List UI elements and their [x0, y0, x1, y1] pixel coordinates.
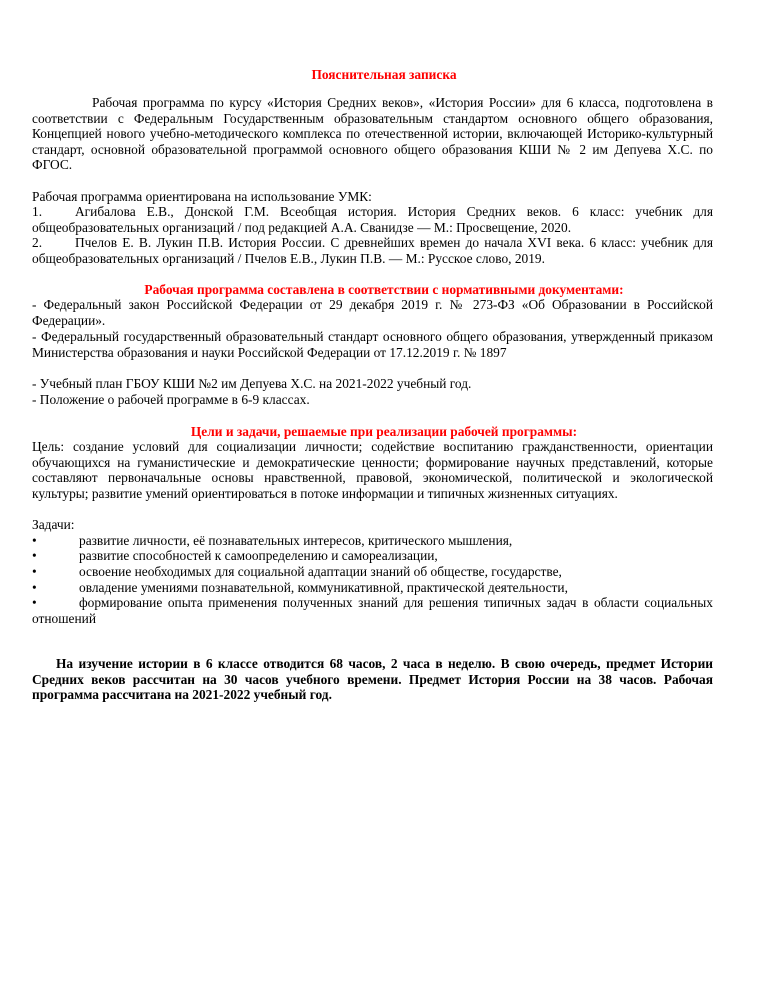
umk-item-1: [32, 204, 713, 235]
task-item: [32, 564, 713, 580]
doc-item: - Учебный план ГБОУ КШИ №2 им Депуева Х.С. на 2021-2022 учебный год.: [32, 376, 472, 391]
umk-item-number: 1.: [32, 204, 43, 219]
doc-item: - Положение о рабочей программе в 6-9 классах.: [32, 392, 310, 407]
bullet-icon: •: [32, 595, 37, 610]
bullet-icon: •: [32, 533, 37, 548]
umk-item-text: Агибалова Е.В., Донской Г.М. Всеобщая история. История Средних веков. 6 класс: учебник для общеобразовательных организаций / под редакцией А.А. Сванидзе — М.: Просвещение, 2020.: [32, 204, 713, 235]
docs-heading: Рабочая программа составлена в соответствии с нормативными документами:: [144, 282, 624, 297]
intro-paragraph: Рабочая программа по курсу «История Средних веков», «История России» для 6 класса, подготовлена в соответствии с Федеральным Государственным образовательным стандартом основного общего образования, Концепцией нового учебно-методического комплекса по отечественной истории, включающей Историко-культурный стандарт, основной образовательной программой основного общего образования КШИ № 2 им Депуева Х.С. по ФГОС.: [32, 95, 713, 173]
task-item: [32, 548, 713, 564]
umk-item-number: 2.: [32, 235, 43, 250]
task-text: формирование опыта применения полученных знаний для решения типичных задач в области социальных отношений: [32, 595, 713, 626]
tasks-label: Задачи:: [32, 517, 75, 532]
task-item: [32, 580, 713, 596]
bullet-icon: •: [32, 580, 37, 595]
umk-item-text: Пчелов Е. В. Лукин П.В. История России. С древнейших времен до начала XVI века. 6 класс: учебник для общеобразовательных организаций / Пчелов Е.В., Лукин П.В. — М.: Русское слово, 2019.: [32, 235, 713, 266]
goals-heading: Цели и задачи, решаемые при реализации рабочей программы:: [190, 424, 578, 439]
goal-paragraph: Цель: создание условий для социализации личности; содействие воспитанию гражданственности, ориентации обучающихся на гуманистические и демократические ценности; формирование научных представлений, которые составляют первоначальные основы нравственной, правовой, экономической, политической и экологической культуры; развитие умений ориентироваться в потоке информации и типичных жизненных ситуациях.: [32, 439, 713, 501]
bullet-icon: •: [32, 548, 37, 563]
task-text: развитие личности, её познавательных интересов, критического мышления,: [79, 533, 513, 548]
task-text: развитие способностей к самоопределению и самореализации,: [79, 548, 438, 563]
umk-item-2: [32, 235, 713, 266]
doc-item: - Федеральный государственный образовательный стандарт основного общего образования, утвержденный приказом Министерства образования и науки Российской Федерации от 17.12.2019 г. № 1897: [32, 329, 713, 360]
task-text: овладение умениями познавательной, коммуникативной, практической деятельности,: [79, 580, 568, 595]
task-item: [32, 533, 713, 549]
umk-intro-line: Рабочая программа ориентирована на использование УМК:: [32, 189, 372, 204]
bullet-icon: •: [32, 564, 37, 579]
task-text: освоение необходимых для социальной адаптации знаний об обществе, государстве,: [79, 564, 562, 579]
task-item: [32, 595, 713, 626]
hours-paragraph: На изучение истории в 6 классе отводится 68 часов, 2 часа в неделю. В свою очередь, предмет Истории Средних веков рассчитан на 30 часов учебного времени. Предмет История России на 38 часов. Рабочая программа рассчитана на 2021-2022 учебный год.: [32, 656, 713, 703]
doc-item: - Федеральный закон Российской Федерации от 29 декабря 2019 г. № 273-ФЗ «Об Образовании в Российской Федерации».: [32, 297, 713, 328]
page-title: Пояснительная записка: [311, 67, 457, 82]
